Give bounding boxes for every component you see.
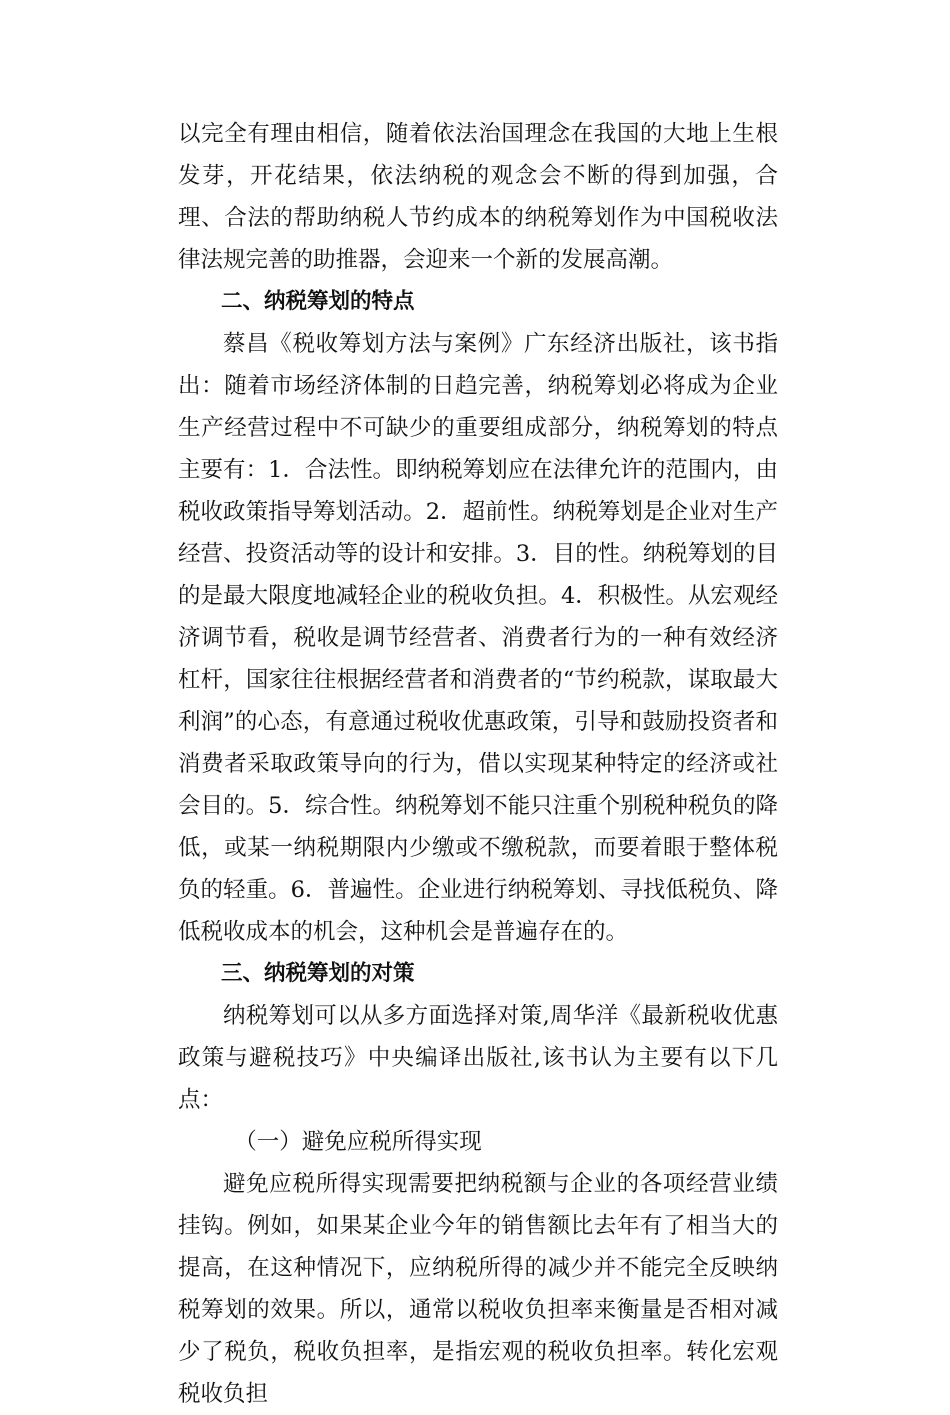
avoid-taxable-income-paragraph: 避免应税所得实现需要把纳税额与企业的各项经营业绩挂钩。例如，如果某企业今年的销售额比去年有了相当大的提高，在这种情况下，应纳税所得的减少并不能完全反映纳税筹划的效果。所以，通常以税收负担率来衡量是否相对减少了税负，税收负担率，是指宏观的税收负担率。转化宏观税收负担 bbox=[178, 1171, 778, 1407]
subsection-heading-avoid-taxable-income: （一）避免应税所得实现 bbox=[234, 1129, 482, 1155]
continued-paragraph: 以完全有理由相信，随着依法治国理念在我国的大地上生根发芽，开花结果，依法纳税的观念会不断的得到加强，合理、合法的帮助纳税人节约成本的纳税筹划作为中国税收法律法规完善的助推器，会迎来一个新的发展高潮。 bbox=[178, 121, 778, 273]
document-body bbox=[178, 113, 778, 1415]
section-heading-features: 二、纳税筹划的特点 bbox=[221, 289, 415, 314]
section-heading-countermeasures: 三、纳税筹划的对策 bbox=[221, 961, 415, 986]
features-paragraph: 蔡昌《税收筹划方法与案例》广东经济出版社，该书指出：随着市场经济体制的日趋完善，纳税筹划必将成为企业生产经营过程中不可缺少的重要组成部分，纳税筹划的特点主要有：1．合法性。即纳税筹划应在法律允许的范围内，由税收政策指导筹划活动。2．超前性。纳税筹划是企业对生产经营、投资活动等的设计和安排。3．目的性。纳税筹划的目的是最大限度地减轻企业的税收负担。4．积极性。从宏观经济调节看，税收是调节经营者、消费者行为的一种有效经济杠杆，国家往往根据经营者和消费者的“节约税款，谋取最大利润”的心态，有意通过税收优惠政策，引导和鼓励投资者和消费者采取政策导向的行为，借以实现某种特定的经济或社会目的。5．综合性。纳税筹划不能只注重个别税种税负的降低，或某一纳税期限内少缴或不缴税款，而要着眼于整体税负的轻重。6．普遍性。企业进行纳税筹划、寻找低税负、降低税收成本的机会，这种机会是普遍存在的。 bbox=[178, 331, 778, 945]
countermeasures-intro-paragraph: 纳税筹划可以从多方面选择对策,周华洋《最新税收优惠政策与避税技巧》中央编译出版社,该书认为主要有以下几点： bbox=[178, 1003, 778, 1113]
